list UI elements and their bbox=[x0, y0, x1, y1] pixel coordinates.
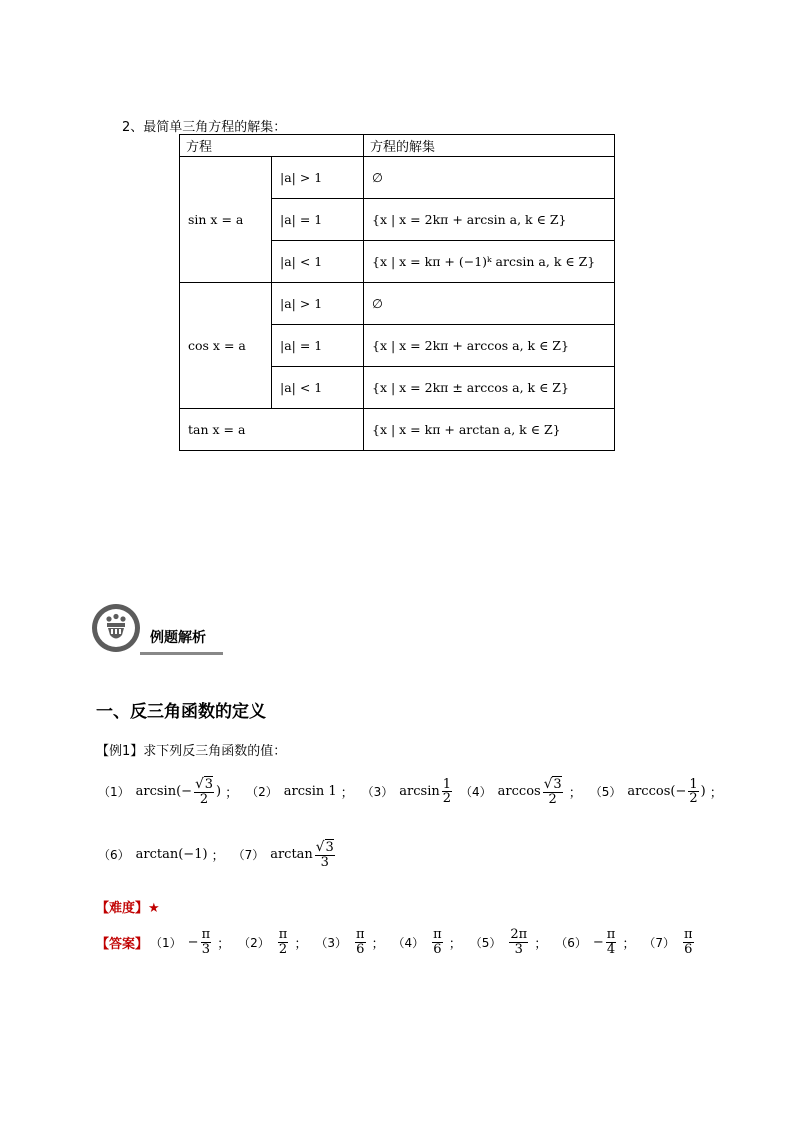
separator: ； bbox=[371, 936, 385, 952]
problem-fn-close: ) bbox=[216, 784, 222, 800]
cos-solution-empty: ∅ bbox=[364, 283, 615, 325]
answer-tag: （2） bbox=[238, 935, 270, 950]
problem-fn: arcsin bbox=[399, 784, 440, 800]
problem-tag: （7） bbox=[232, 848, 265, 863]
sin-solution-lt1: {x | x = kπ + (−1)ᵏ arcsin a, k ∈ Z} bbox=[364, 241, 615, 283]
answer-tag: （1） bbox=[150, 935, 182, 950]
condition-eq: |a| = 1 bbox=[272, 325, 364, 367]
fraction-denominator: 3 bbox=[320, 854, 329, 870]
fraction bbox=[278, 928, 289, 956]
part-title: 一、反三角函数的定义 bbox=[96, 702, 266, 722]
problem-tag: （1） bbox=[98, 785, 130, 800]
problem-tag: （6） bbox=[98, 848, 130, 863]
fraction bbox=[509, 928, 528, 956]
fraction-denominator: 2 bbox=[689, 791, 698, 807]
difficulty-label: 【难度】★ bbox=[96, 901, 160, 916]
fraction-denominator: 6 bbox=[356, 941, 365, 957]
tan-equation: tan x = a bbox=[180, 409, 364, 451]
fraction-numerator: 3 bbox=[204, 777, 214, 792]
problem-fn: arccos(− bbox=[627, 784, 687, 800]
fraction: $\frac{√3}{2}$ bbox=[195, 776, 214, 807]
fraction-numerator: π bbox=[683, 927, 693, 942]
sin-solution-eq1: {x | x = 2kπ + arcsin a, k ∈ Z} bbox=[364, 199, 615, 241]
answer-tag: （3） bbox=[315, 935, 347, 950]
fraction-numerator: 3 bbox=[325, 840, 334, 855]
separator: ； bbox=[709, 786, 723, 802]
problem-tag: （4） bbox=[460, 785, 492, 800]
separator: ； bbox=[225, 786, 239, 802]
answer-sign: − bbox=[592, 934, 604, 950]
fraction-numerator: 3 bbox=[553, 777, 562, 792]
crown-icon bbox=[101, 613, 131, 643]
sin-equation: sin x = a bbox=[180, 157, 272, 283]
fraction bbox=[355, 928, 366, 956]
problem-fn: arccos bbox=[497, 784, 541, 800]
cos-solution-eq1: {x | x = 2kπ + arccos a, k ∈ Z} bbox=[364, 325, 615, 367]
fraction bbox=[606, 928, 617, 956]
fraction-denominator: 3 bbox=[201, 941, 210, 957]
fraction bbox=[683, 928, 694, 956]
condition-eq: |a| = 1 bbox=[272, 199, 364, 241]
problem-fn: arcsin(− bbox=[135, 784, 193, 800]
separator: ； bbox=[340, 786, 354, 802]
fraction bbox=[201, 928, 212, 956]
separator: ； bbox=[294, 936, 308, 952]
separator: ； bbox=[568, 786, 582, 802]
separator: ； bbox=[211, 849, 225, 865]
separator: ； bbox=[534, 936, 548, 952]
fraction-numerator: 1 bbox=[442, 776, 452, 792]
fraction-numerator: π bbox=[606, 927, 616, 942]
fraction bbox=[442, 778, 452, 806]
fraction-denominator: 2 bbox=[442, 791, 452, 807]
separator: ； bbox=[622, 936, 636, 952]
section-2-title: 2、最简单三角方程的解集： bbox=[122, 120, 287, 135]
condition-lt: |a| < 1 bbox=[272, 367, 364, 409]
fraction bbox=[688, 778, 698, 806]
problem-tag: （2） bbox=[246, 785, 278, 800]
table-row bbox=[180, 409, 615, 451]
fraction bbox=[432, 928, 443, 956]
condition-lt: |a| < 1 bbox=[272, 241, 364, 283]
answer-tag: （5） bbox=[469, 935, 502, 950]
condition-gt: |a| > 1 bbox=[272, 283, 364, 325]
sin-solution-empty: ∅ bbox=[364, 157, 615, 199]
fraction-denominator: 2 bbox=[199, 791, 209, 807]
separator: ； bbox=[217, 936, 231, 952]
answer-tag: （4） bbox=[392, 935, 425, 950]
table-header-row bbox=[180, 135, 615, 157]
answer-tag: （7） bbox=[643, 935, 675, 950]
cos-solution-lt1: {x | x = 2kπ ± arccos a, k ∈ Z} bbox=[364, 367, 615, 409]
table-row bbox=[180, 283, 615, 325]
problem-tag: （3） bbox=[361, 785, 394, 800]
table-row bbox=[180, 157, 615, 199]
fraction-denominator: 6 bbox=[684, 941, 693, 957]
problem-fn: arcsin 1 bbox=[283, 784, 337, 800]
problems-line-2 bbox=[98, 840, 337, 869]
header-solution-set: 方程的解集 bbox=[364, 135, 615, 157]
fraction-numerator: π bbox=[433, 927, 442, 942]
problem-fn: arctan bbox=[270, 847, 313, 863]
fraction-numerator: 1 bbox=[689, 776, 698, 792]
answer-sign: − bbox=[187, 934, 199, 950]
answers-line bbox=[96, 928, 696, 956]
header-equation: 方程 bbox=[180, 135, 364, 157]
fraction-denominator: 6 bbox=[433, 941, 442, 957]
fraction-numerator: π bbox=[201, 927, 211, 942]
fraction: $\frac{√3}{3}$ bbox=[315, 839, 334, 870]
fraction-denominator: 3 bbox=[514, 941, 523, 957]
cos-equation: cos x = a bbox=[180, 283, 272, 409]
fraction-denominator: 2 bbox=[278, 941, 288, 957]
fraction-numerator: π bbox=[355, 927, 365, 942]
section-heading: 例题解析 bbox=[150, 630, 206, 646]
example-label: 【例1】求下列反三角函数的值： bbox=[96, 744, 287, 759]
condition-gt: |a| > 1 bbox=[272, 157, 364, 199]
problems-line-1 bbox=[98, 777, 731, 806]
problem-fn: arctan(−1) bbox=[135, 847, 208, 863]
problem-fn-close: ) bbox=[700, 784, 706, 800]
answer-tag: （6） bbox=[555, 935, 587, 950]
equation-table bbox=[179, 134, 615, 451]
answer-label: 【答案】 bbox=[96, 936, 149, 952]
problem-tag: （5） bbox=[589, 785, 622, 800]
fraction-denominator: 4 bbox=[606, 941, 616, 957]
tan-solution: {x | x = kπ + arctan a, k ∈ Z} bbox=[364, 409, 615, 451]
separator: ； bbox=[448, 936, 462, 952]
heading-underline bbox=[140, 652, 223, 655]
fraction-numerator: π bbox=[278, 927, 288, 942]
fraction: $\frac{√3}{2}$ bbox=[543, 776, 562, 807]
fraction-numerator: 2π bbox=[510, 927, 528, 942]
fraction-denominator: 2 bbox=[548, 791, 557, 807]
